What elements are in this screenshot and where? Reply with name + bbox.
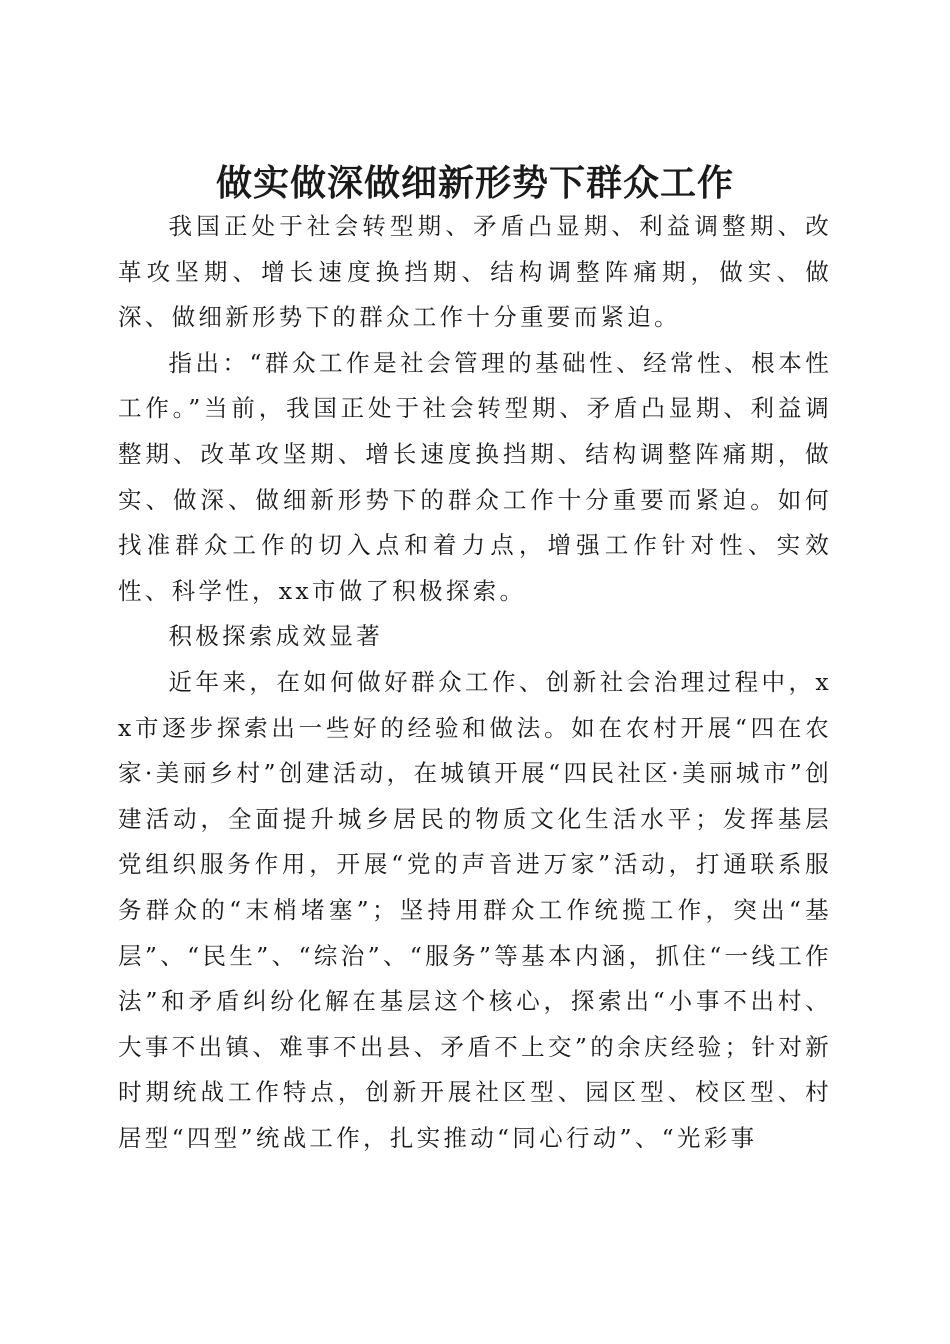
paragraph-intro: 我国正处于社会转型期、矛盾凸显期、利益调整期、改革攻坚期、增长速度换挡期、结构调整阵痛期，做实、做深、做细新形势下的群众工作十分重要而紧迫。 <box>118 212 832 332</box>
paragraph-quote: 指出：“群众工作是社会管理的基础性、经常性、根本性工作。”当前，我国正处于社会转型期、矛盾凸显期、利益调整期、改革攻坚期、增长速度换挡期、结构调整阵痛期，做实、做深、做细新形势下的群众工作十分重要而紧迫。如何找准群众工作的切入点和着力点，增强工作针对性、实效性、科学性，xx市做了积极探索。 <box>118 348 832 605</box>
document-title: 做实做深做细新形势下群众工作 <box>215 162 734 205</box>
section-heading: 积极探索成效显著 <box>168 622 383 651</box>
document-body <box>118 204 832 1161</box>
paragraph-achievements: 近年来，在如何做好群众工作、创新社会治理过程中，xx市逐步探索出一些好的经验和做法。如在农村开展“四在农家·美丽乡村”创建活动，在城镇开展“四民社区·美丽城市”创建活动，全面提升城乡居民的物质文化生活水平；发挥基层党组织服务作用，开展“党的声音进万家”活动，打通联系服务群众的“末梢堵塞”；坚持用群众工作统揽工作，突出“基层”、“民生”、“综治”、“服务”等基本内涵，抓住“一线工作法”和矛盾纠纷化解在基层这个核心，探索出“小事不出村、大事不出镇、难事不出县、矛盾不上交”的余庆经验；针对新时期统战工作特点，创新开展社区型、园区型、校区型、村居型“四型”统战工作，扎实推动“同心行动”、“光彩事 <box>118 667 832 1152</box>
